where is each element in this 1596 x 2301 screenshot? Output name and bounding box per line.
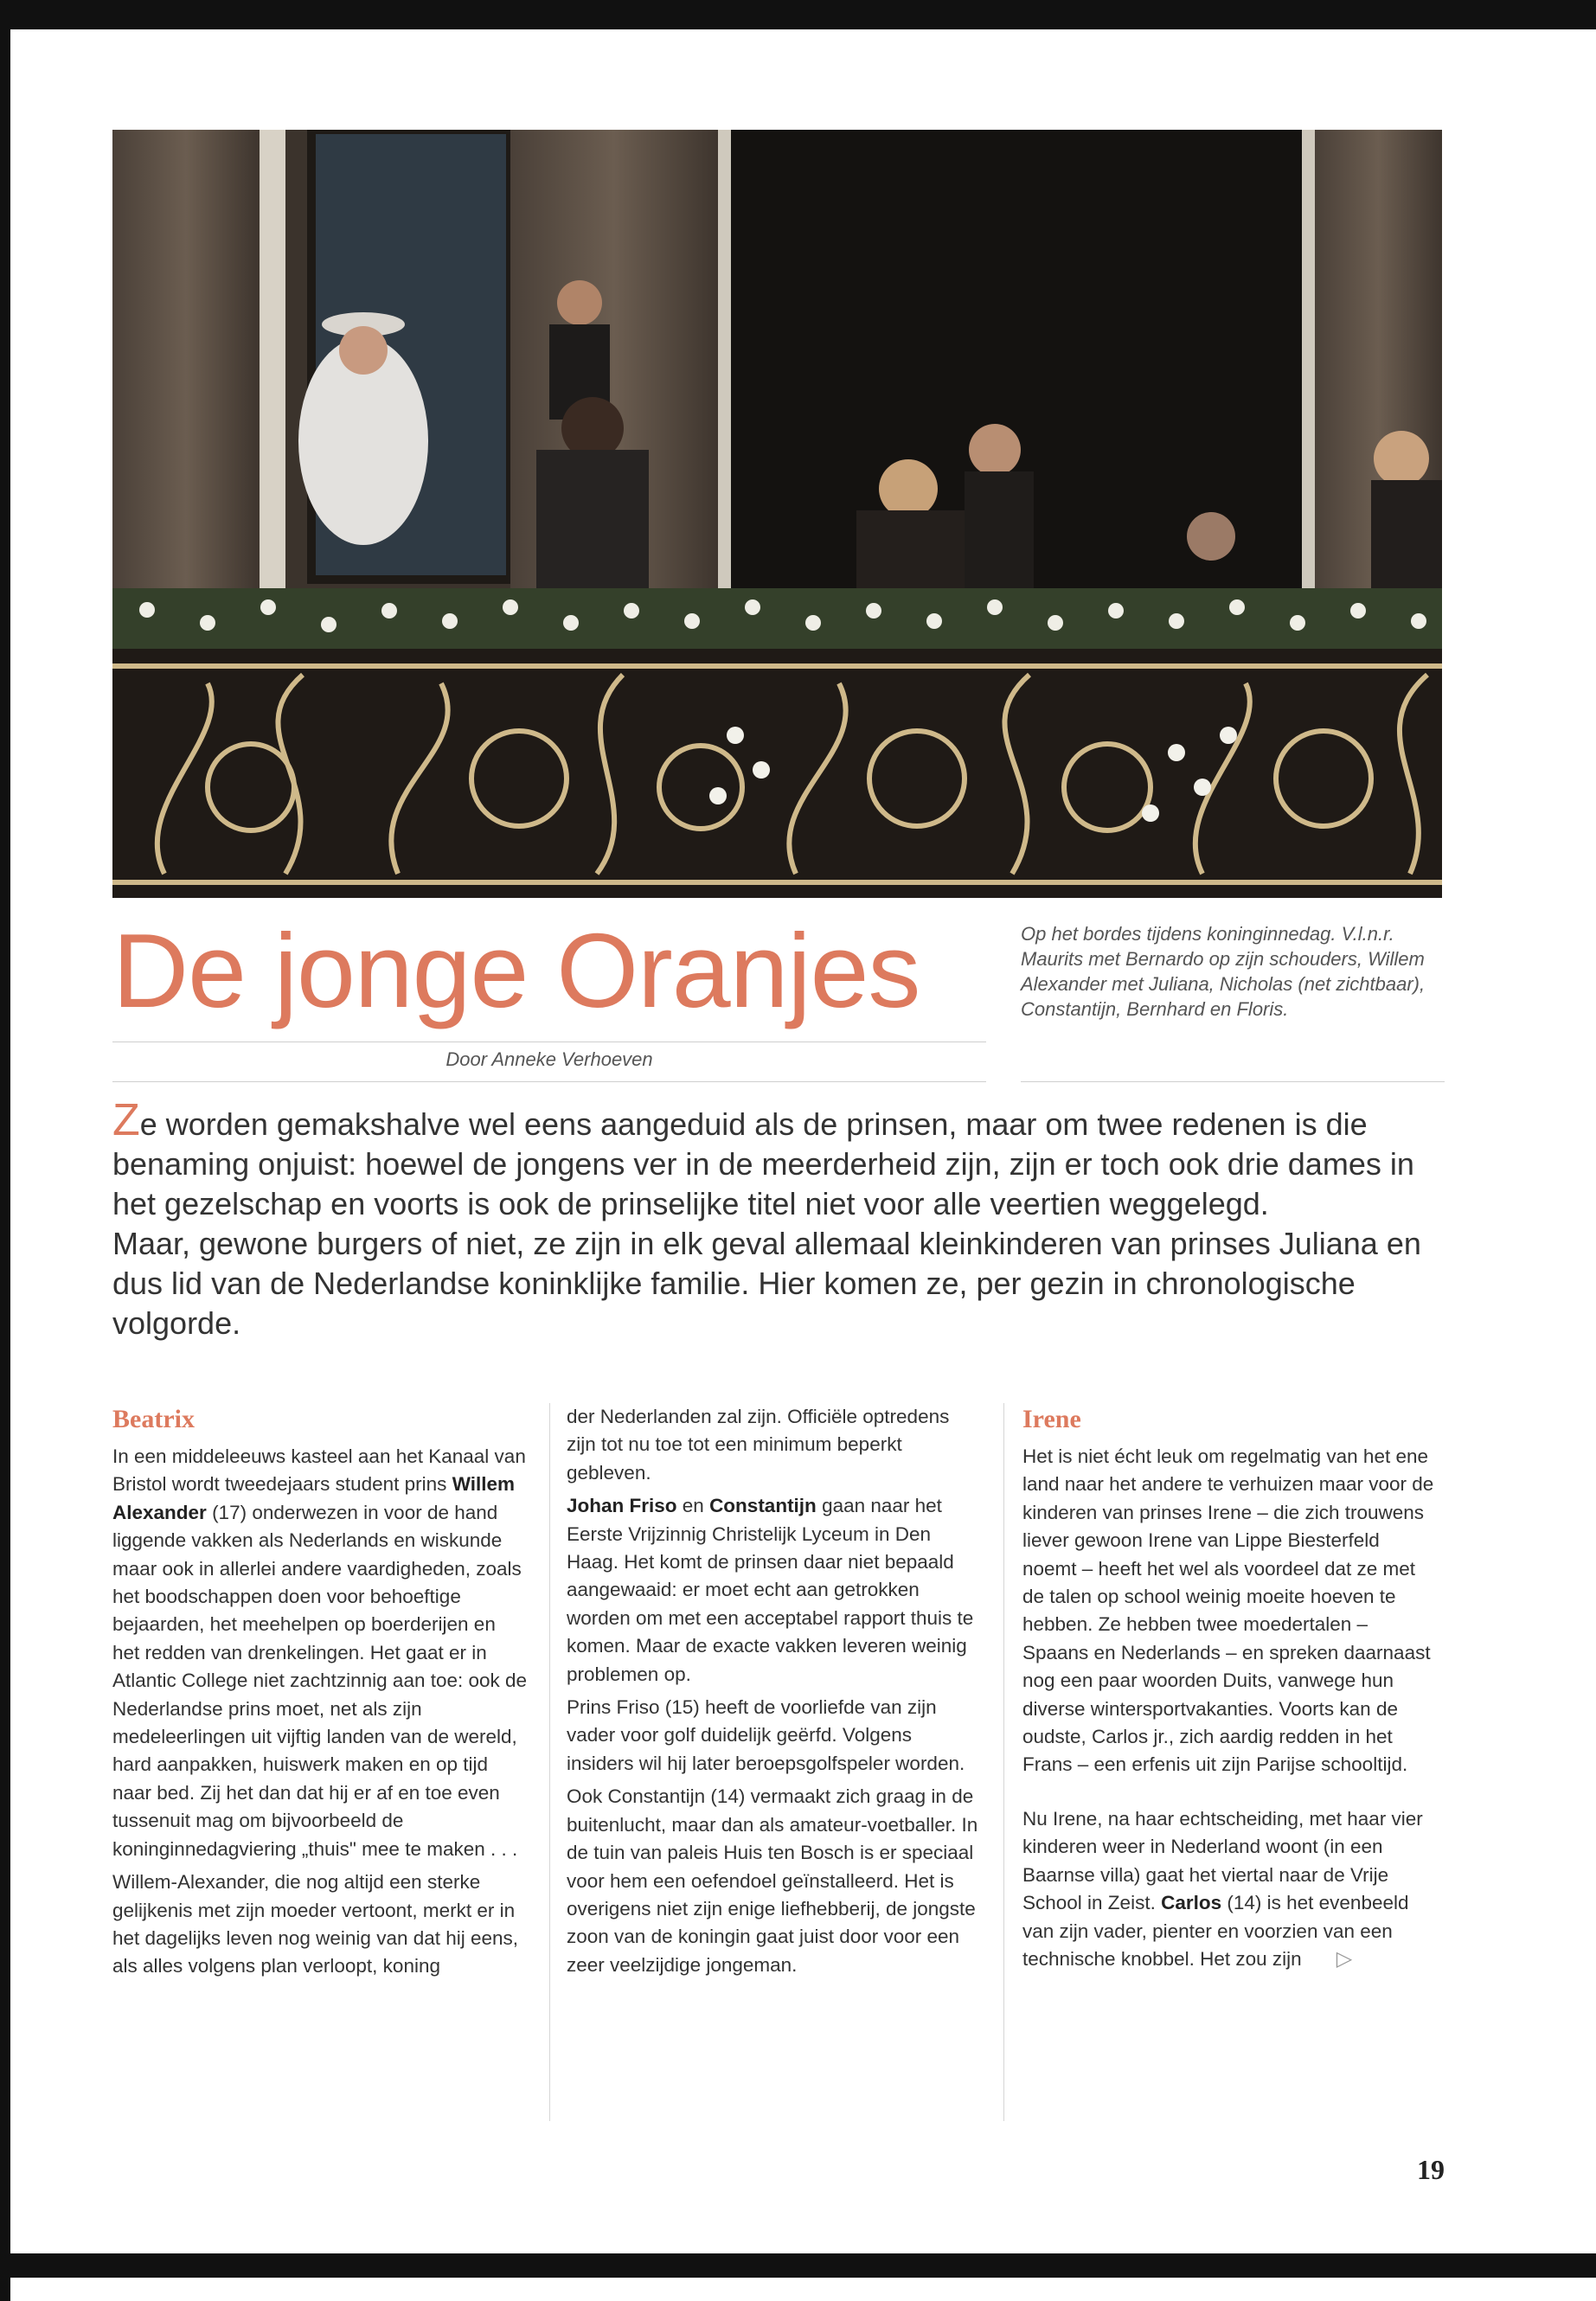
intro-text-1: e worden gemakshalve wel eens aangeduid als de prinsen, maar om twee redenen is die benaming onjuist: hoewel de jongens ver in de meerderheid zijn, zijn er toch ook drie dames in het gezelschap en voorts is ook de prinselijke titel niet voor alle veertien weggelegd.: [112, 1106, 1414, 1221]
column-3: [1022, 1403, 1438, 1973]
scan-border-top: [0, 0, 1596, 29]
body-text: In een middeleeuws kasteel aan het Kanaal van Bristol wordt tweedejaars student prins: [112, 1445, 526, 1496]
intro-paragraph-2: Maar, gewone burgers of niet, ze zijn in elk geval allemaal kleinkinderen van prinses Juliana en dus lid van de Nederlandse koninklijke familie. Hier komen ze, per gezin in chronologische volgorde.: [112, 1226, 1421, 1341]
body-paragraph: Ook Constantijn (14) vermaakt zich graag in de buitenlucht, maar dan als amateur-voetballer. In de tuin van paleis Huis ten Bosch is er speciaal voor hem een oefendoel geïnstalleerd. Het is overigens niet zijn enige liefhebberij, de jongste zoon van de koningin gaat juist door voor een zeer veelzijdige jongeman.: [567, 1785, 978, 1976]
byline: Door Anneke Verhoeven: [445, 1048, 653, 1070]
person-name: Carlos: [1161, 1892, 1222, 1914]
body-paragraph: Het is niet écht leuk om regelmatig van het ene land naar het andere te verhuizen maar voor de kinderen van prinses Irene – die zich trouwens liever gewoon Irene van Lippe Biesterfeld noemt – heeft het wel als voordeel dat ze met de talen op school weinig moeite hoeven te hebben. Ze hebben twee moedertalen – Spaans en Nederlands – en spreken daarnaast nog een paar woorden Duits, vanwege hun diverse wintersportvakanties. Voorts kan de oudste, Carlos jr., zich aardig redden in het Frans – een erfenis uit zijn Parijse schooltijd.: [1022, 1445, 1434, 1776]
caption-divider: [1021, 1081, 1445, 1082]
body-paragraph: [567, 1492, 982, 1689]
column-divider: [1003, 1403, 1004, 2121]
body-paragraph: [1022, 1805, 1438, 1973]
page-number: 19: [1417, 2154, 1445, 2185]
body-text: Nu Irene, na haar echtscheiding, met haar vier kinderen weer in Nederland woont (in een Baarnse villa) gaat het viertal naar de Vrije School in Zeist.: [1022, 1807, 1423, 1914]
body-text: gaan naar het Eerste Vrijzinnig Christelijk Lyceum in Den Haag. Het komt de prinsen daar niet bepaald aangewaaid: er moet echt aan getrokken worden om met een acceptabel rapport thuis te komen. Maar de exacte vakken leveren weinig problemen op.: [567, 1495, 974, 1685]
section-heading-irene: Irene: [1022, 1405, 1081, 1433]
person-name: Willem Alexander: [112, 1473, 515, 1523]
body-paragraph: Prins Friso (15) heeft de voorliefde van zijn vader voor golf duidelijk geërfd. Volgens insiders wil hij later beroepsgolfspeler worden.: [567, 1696, 965, 1774]
person-name: Constantijn: [709, 1495, 817, 1517]
drop-cap: Z: [112, 1095, 140, 1145]
section-heading-beatrix: Beatrix: [112, 1405, 195, 1433]
intro-paragraph-1: [112, 1095, 1445, 1224]
body-text: en: [676, 1495, 710, 1517]
body-paragraph: Willem-Alexander, die nog altijd een sterke gelijkenis met zijn moeder vertoont, merkt er in het dagelijks leven nog weinig van dat hij eens, als alles volgens plan verloopt, koning: [112, 1871, 519, 1977]
byline-divider: [112, 1081, 986, 1082]
body-paragraph: der Nederlanden zal zijn. Officiële optredens zijn tot nu toe tot een minimum beperkt gebleven.: [567, 1406, 950, 1484]
scan-border-left: [0, 0, 10, 2301]
body-text: (17) onderwezen in voor de hand liggende vakken als Nederlands en wiskunde maar ook in allerlei andere vaardigheden, zoals het boodschappen doen voor behoeftige bejaarden, het meehelpen op boerderijen en het redden van drenkelingen. Het gaat er in Atlantic College niet zachtzinnig aan toe: ook de Nederlandse prins moet, net als zijn medeleerlingen uit vijftig landen van de wereld, hard aanpakken, huiswerk maken en op tijd naar bed. Zij het dan dat hij er af en toe even tussenuit mag om bijvoorbeeld de koninginnedagviering „thuis" mee te maken . . .: [112, 1501, 528, 1860]
body-text: (14) is het evenbeeld van zijn vader, pienter en voorzien van een technische knobbel. Het zou zijn: [1022, 1892, 1409, 1970]
balcony-photo: [112, 130, 1442, 898]
scan-border-bottom: [0, 2253, 1596, 2278]
body-paragraph: [112, 1443, 528, 1863]
intro: [112, 1095, 1445, 1343]
photo-caption: Op het bordes tijdens koninginnedag. V.l.n.r. Maurits met Bernardo op zijn schouders, Willem Alexander met Juliana, Nicholas (net zichtbaar), Constantijn, Bernhard en Floris.: [1021, 923, 1426, 1020]
column-divider: [549, 1403, 550, 2121]
balcony-photo-illustration: [112, 130, 1442, 898]
column-1: [112, 1403, 528, 1981]
person-name: Johan Friso: [567, 1495, 677, 1517]
column-2: [567, 1403, 982, 1979]
triangle-right-icon: ▷: [1336, 1946, 1353, 1971]
article-title: De jonge Oranjes: [112, 912, 920, 1029]
